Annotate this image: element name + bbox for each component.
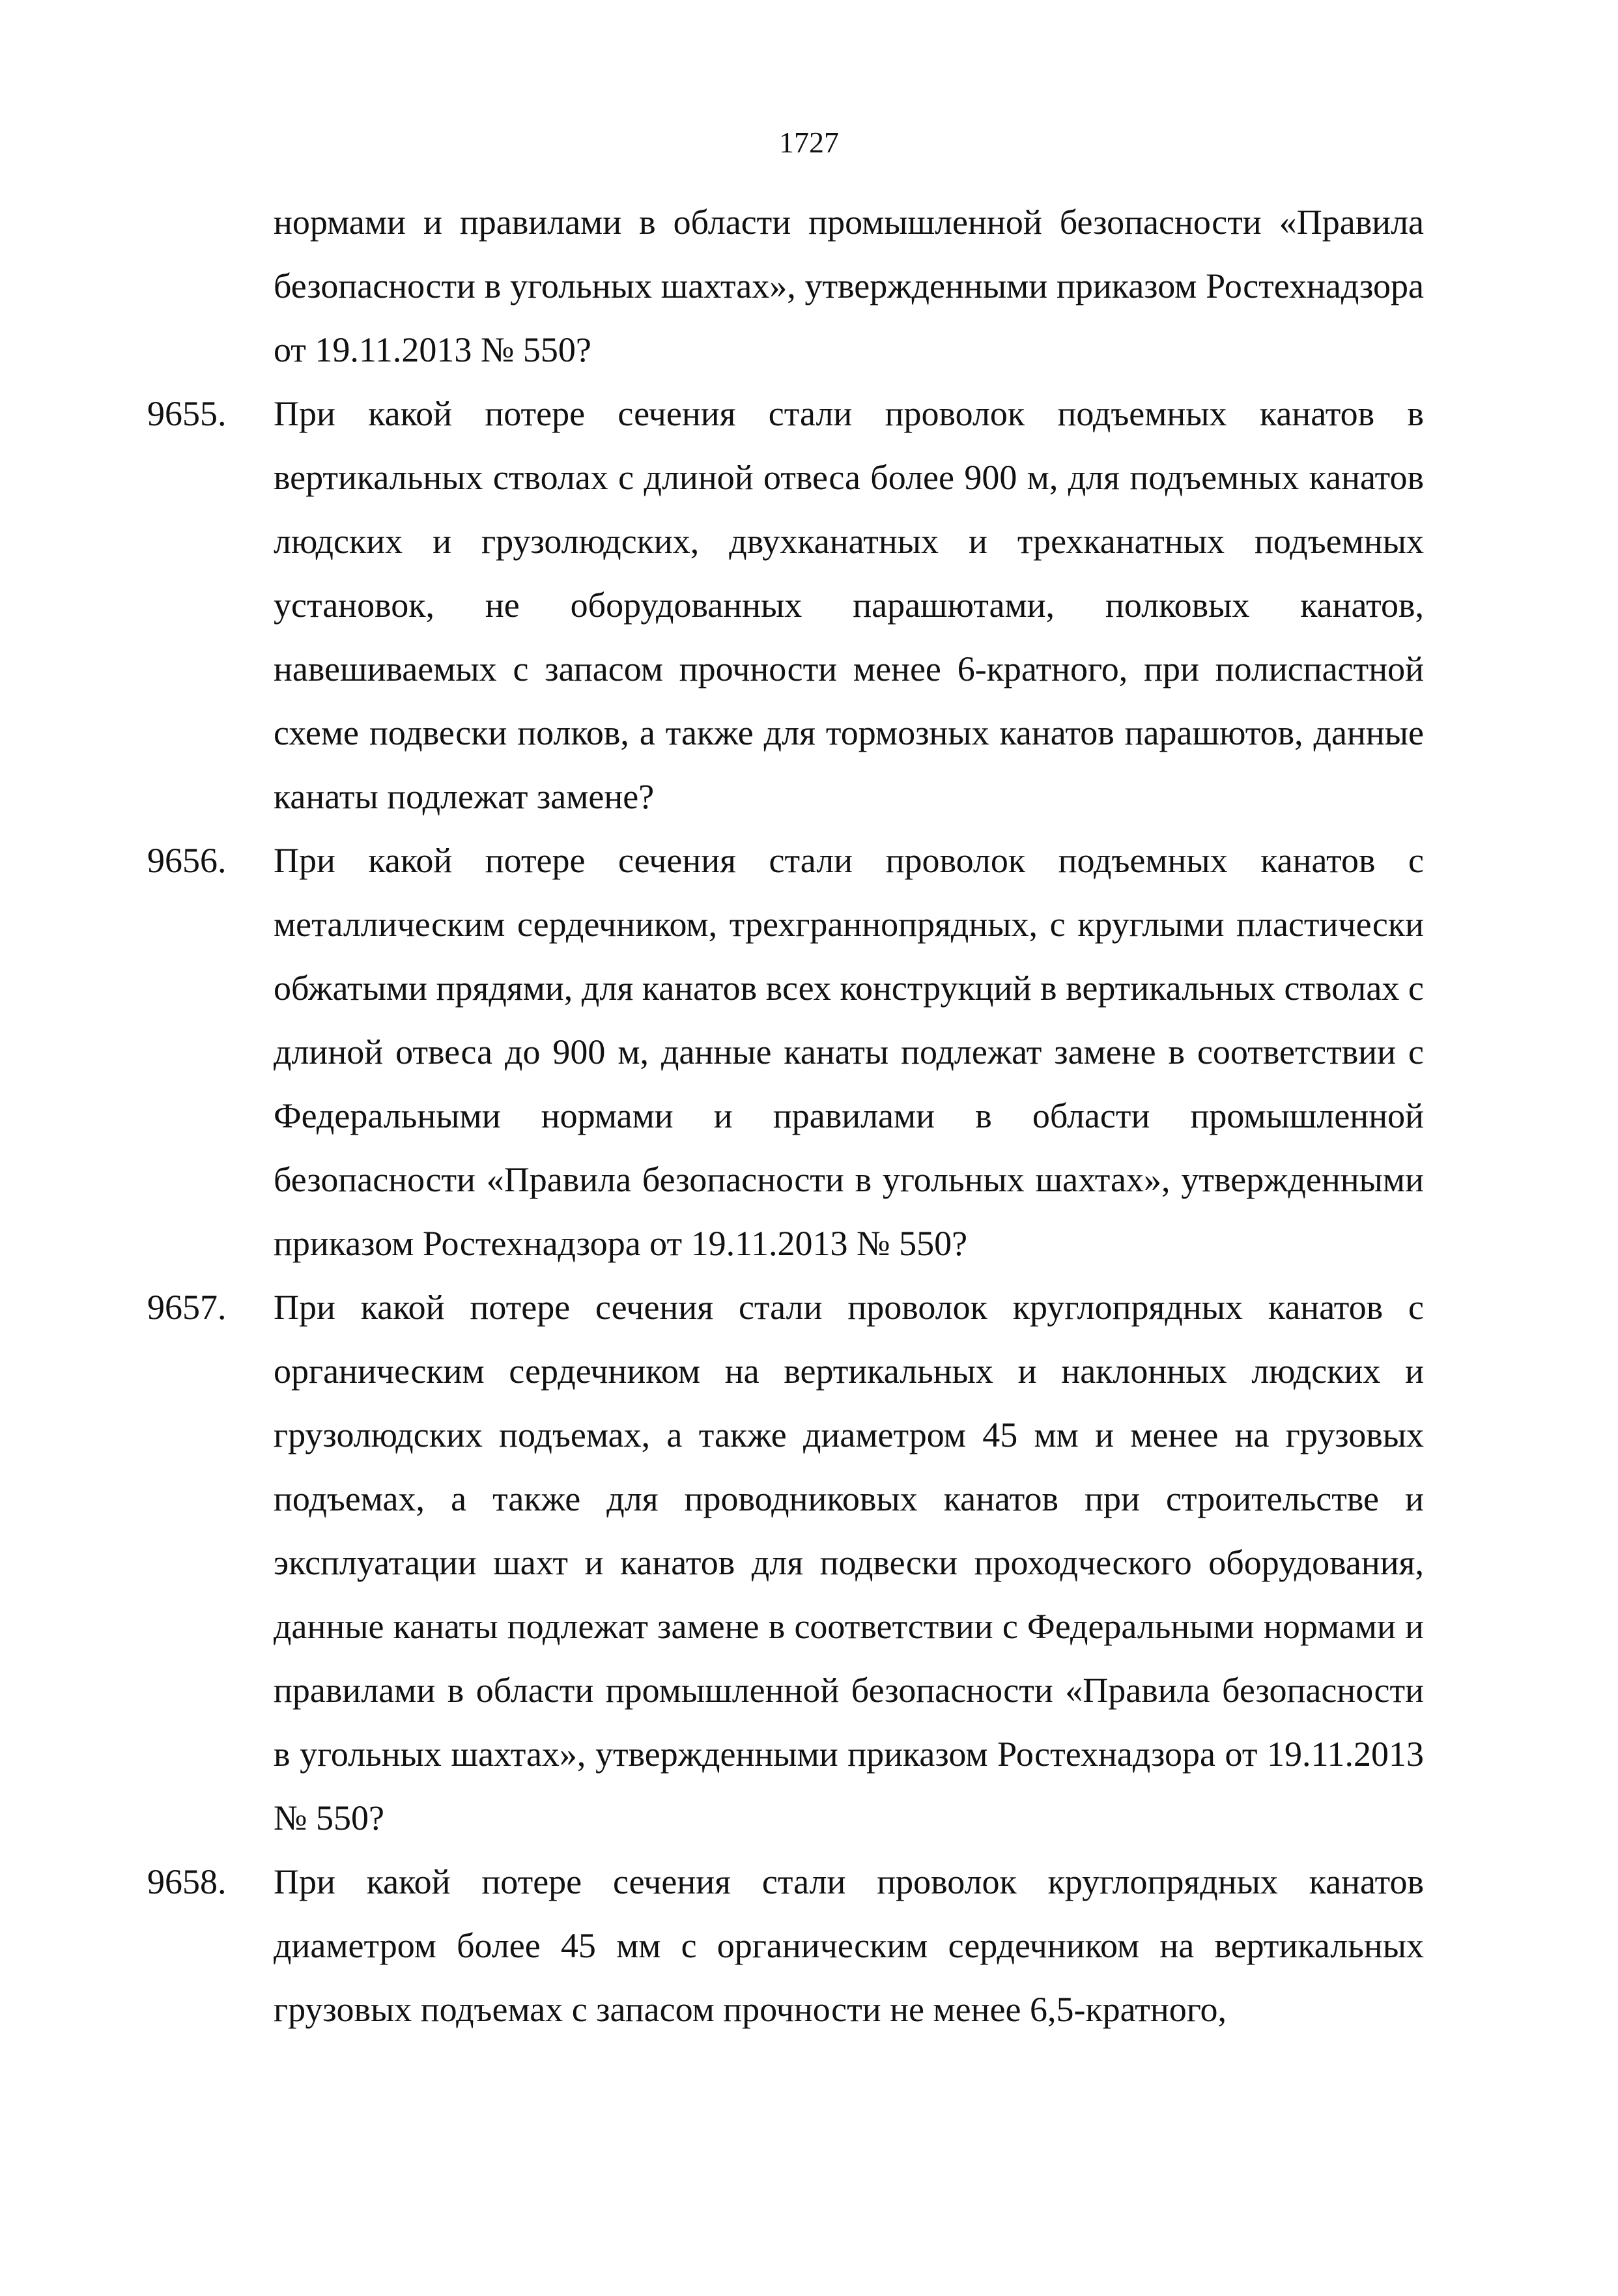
question-item [147, 1850, 1424, 2041]
question-text: При какой потере сечения стали проволок подъемных канатов с металлическим сердечником, трехграннопрядных, с круглыми пластически обжатыми прядями, для канатов всех конструкций в вертикальных стволах с длиной отвеса до 900 м, данные канаты подлежат замене в соответствии с Федеральными нормами и правилами в области промышленной безопасности «Правила безопасности в угольных шахтах», утвержденными приказом Ростехнадзора от 19.11.2013 № 550? [274, 841, 1424, 1263]
page-content [147, 190, 1424, 2041]
question-number: 9658. [147, 1862, 227, 1901]
question-text: При какой потере сечения стали проволок подъемных канатов в вертикальных стволах с длиной отвеса более 900 м, для подъемных канатов людских и грузолюдских, двухканатных и трехканатных подъемных установок, не оборудованных парашютами, полковых канатов, навешиваемых с запасом прочности менее 6-кратного, при полиспастной схеме подвески полков, а также для тормозных канатов парашютов, данные канаты подлежат замене? [274, 394, 1424, 816]
continuation-paragraph: нормами и правилами в области промышленной безопасности «Правила безопасности в угольных шахтах», утвержденными приказом Ростехнадзора от 19.11.2013 № 550? [274, 203, 1424, 369]
question-text: При какой потере сечения стали проволок круглопрядных канатов диаметром более 45 мм с органическим сердечником на вертикальных грузовых подъемах с запасом прочности не менее 6,5-кратного, [274, 1862, 1424, 2029]
question-item [147, 829, 1424, 1275]
question-text: При какой потере сечения стали проволок круглопрядных канатов с органическим сердечником на вертикальных и наклонных людских и грузолюдских подъемах, а также диаметром 45 мм и менее на грузовых подъемах, а также для проводниковых канатов при строительстве и эксплуатации шахт и канатов для подвески проходческого оборудования, данные канаты подлежат замене в соответствии с Федеральными нормами и правилами в области промышленной безопасности «Правила безопасности в угольных шахтах», утвержденными приказом Ростехнадзора от 19.11.2013 № 550? [274, 1288, 1424, 1837]
question-number: 9656. [147, 841, 227, 880]
question-number: 9657. [147, 1288, 227, 1327]
question-number: 9655. [147, 394, 227, 433]
question-item [147, 382, 1424, 829]
question-item [147, 1275, 1424, 1850]
page-number: 1727 [779, 126, 839, 159]
